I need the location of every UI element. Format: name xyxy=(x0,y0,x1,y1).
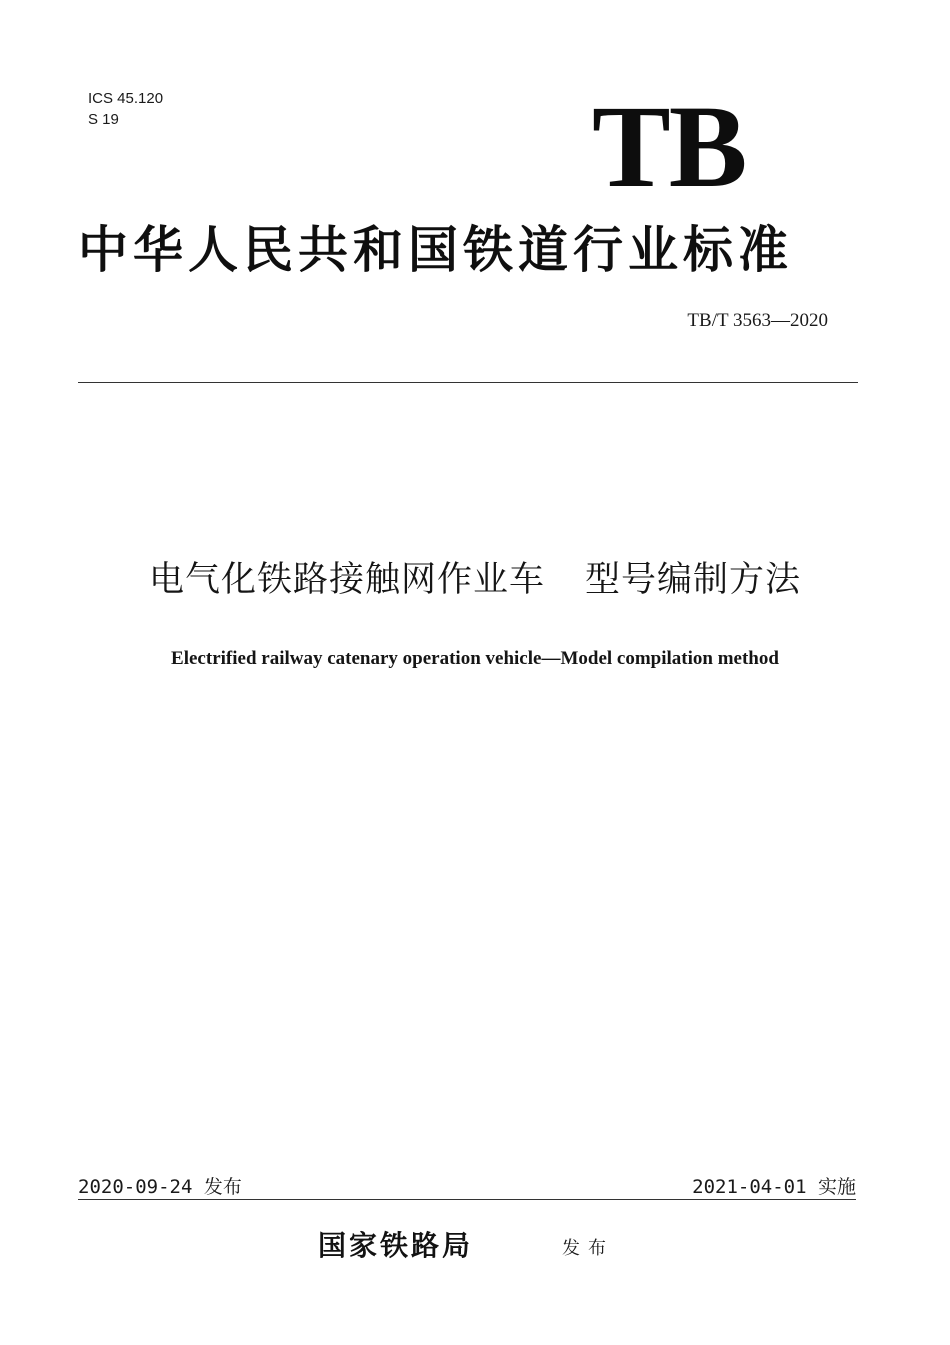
document-title-english: Electrified railway catenary operation vehicle—Model compilation method xyxy=(171,648,779,669)
ccs-code: S 19 xyxy=(88,111,119,128)
tb-logo: TB xyxy=(592,81,746,212)
publish-action: 发布 xyxy=(562,1238,614,1259)
publisher-name: 国家铁路局 xyxy=(318,1229,474,1262)
document-title-chinese xyxy=(0,556,950,604)
document-title-chinese-part1: 电气化铁路接触网作业车 xyxy=(148,560,545,600)
ics-code: ICS 45.120 xyxy=(88,90,164,107)
standard-category-title: 中华人民共和国铁道行业标准 xyxy=(78,221,793,279)
classification-codes xyxy=(88,88,163,130)
standard-number: TB/T 3563—2020 xyxy=(687,310,828,331)
header-divider xyxy=(78,382,858,383)
issue-date: 2020-09-24 发布 xyxy=(78,1176,242,1198)
document-title-chinese-part2: 型号编制方法 xyxy=(585,560,802,600)
footer-divider xyxy=(78,1199,856,1200)
implementation-date: 2021-04-01 实施 xyxy=(692,1176,856,1198)
